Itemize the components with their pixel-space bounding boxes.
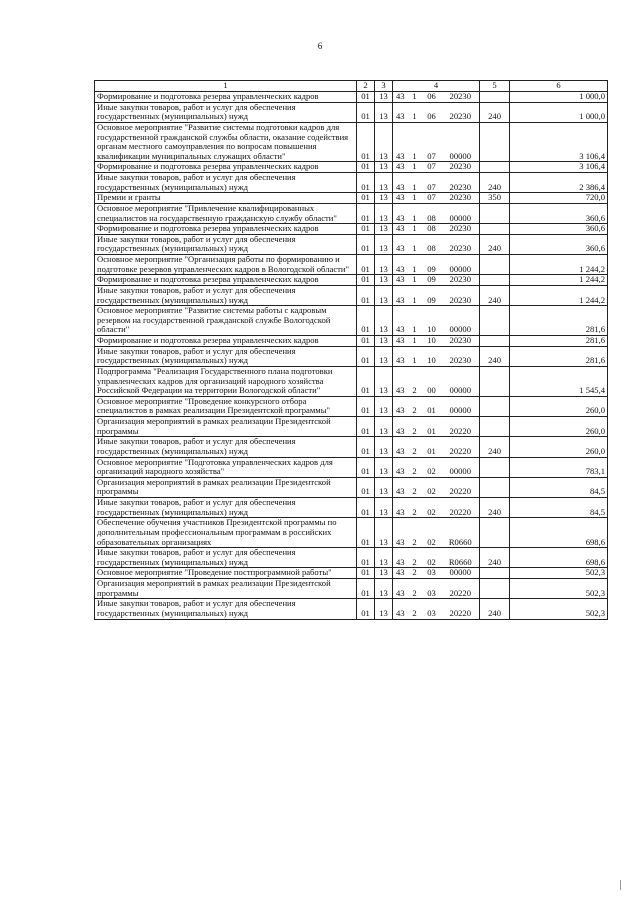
row-expense-type bbox=[480, 518, 510, 548]
table-row bbox=[95, 162, 608, 173]
row-amount: 1 000,0 bbox=[510, 92, 608, 103]
row-subprogram: 1 bbox=[408, 162, 422, 173]
table-row bbox=[95, 518, 608, 548]
row-event: 02 bbox=[422, 498, 442, 518]
table-body bbox=[95, 81, 608, 620]
row-section: 01 bbox=[357, 437, 375, 457]
table-row bbox=[95, 437, 608, 457]
table-row bbox=[95, 498, 608, 518]
header-row bbox=[95, 81, 608, 92]
row-subprogram: 2 bbox=[408, 366, 422, 396]
row-name: Основное мероприятие "Подготовка управленческих кадров для организаций народного хозяйства" bbox=[95, 457, 357, 477]
header-col-1: 1 bbox=[95, 81, 357, 92]
row-subprogram: 2 bbox=[408, 579, 422, 599]
row-direction: 20230 bbox=[442, 92, 480, 103]
row-event: 09 bbox=[422, 255, 442, 275]
row-name: Иные закупки товаров, работ и услуг для обеспечения государственных (муниципальных) нужд bbox=[95, 173, 357, 193]
row-name: Формирование и подготовка резерва управленческих кадров bbox=[95, 336, 357, 347]
row-subsection: 13 bbox=[375, 193, 393, 204]
row-name: Основное мероприятие "Развитие системы работы с кадровым резервом на государственной гражданской службе Вологодской области" bbox=[95, 306, 357, 336]
row-amount: 1 000,0 bbox=[510, 102, 608, 122]
row-expense-type bbox=[480, 568, 510, 579]
row-subsection: 13 bbox=[375, 346, 393, 366]
table-row bbox=[95, 457, 608, 477]
row-amount: 1 244,2 bbox=[510, 275, 608, 286]
row-amount: 360,6 bbox=[510, 203, 608, 223]
row-subsection: 13 bbox=[375, 92, 393, 103]
row-subsection: 13 bbox=[375, 234, 393, 254]
row-name: Премии и гранты bbox=[95, 193, 357, 204]
row-section: 01 bbox=[357, 548, 375, 568]
row-section: 01 bbox=[357, 224, 375, 235]
row-subprogram: 2 bbox=[408, 498, 422, 518]
row-subsection: 13 bbox=[375, 518, 393, 548]
row-event: 07 bbox=[422, 122, 442, 162]
row-section: 01 bbox=[357, 285, 375, 305]
row-name: Основное мероприятие "Организация работы по формированию и подготовке резервов управленческих кадров в Вологодской области" bbox=[95, 255, 357, 275]
row-program: 43 bbox=[393, 346, 408, 366]
row-name: Иные закупки товаров, работ и услуг для обеспечения государственных (муниципальных) нужд bbox=[95, 498, 357, 518]
row-name: Иные закупки товаров, работ и услуг для обеспечения государственных (муниципальных) нужд bbox=[95, 548, 357, 568]
row-name: Формирование и подготовка резерва управленческих кадров bbox=[95, 162, 357, 173]
row-expense-type: 240 bbox=[480, 548, 510, 568]
row-amount: 360,6 bbox=[510, 224, 608, 235]
row-amount: 502,3 bbox=[510, 579, 608, 599]
row-subprogram: 1 bbox=[408, 306, 422, 336]
row-direction: 20230 bbox=[442, 162, 480, 173]
row-subprogram: 1 bbox=[408, 102, 422, 122]
row-amount: 84,5 bbox=[510, 477, 608, 497]
row-name: Иные закупки товаров, работ и услуг для обеспечения государственных (муниципальных) нужд bbox=[95, 102, 357, 122]
header-col-5: 5 bbox=[480, 81, 510, 92]
row-event: 01 bbox=[422, 396, 442, 416]
row-subsection: 13 bbox=[375, 224, 393, 235]
row-subsection: 13 bbox=[375, 579, 393, 599]
row-direction: 20230 bbox=[442, 193, 480, 204]
row-event: 09 bbox=[422, 285, 442, 305]
row-program: 43 bbox=[393, 518, 408, 548]
row-subprogram: 1 bbox=[408, 122, 422, 162]
row-program: 43 bbox=[393, 102, 408, 122]
row-direction: 20220 bbox=[442, 579, 480, 599]
row-amount: 84,5 bbox=[510, 498, 608, 518]
row-section: 01 bbox=[357, 122, 375, 162]
row-expense-type bbox=[480, 92, 510, 103]
table-row bbox=[95, 579, 608, 599]
row-amount: 281,6 bbox=[510, 306, 608, 336]
row-event: 08 bbox=[422, 224, 442, 235]
row-section: 01 bbox=[357, 518, 375, 548]
row-expense-type bbox=[480, 336, 510, 347]
row-expense-type: 240 bbox=[480, 173, 510, 193]
table-row bbox=[95, 92, 608, 103]
row-event: 10 bbox=[422, 306, 442, 336]
row-expense-type bbox=[480, 162, 510, 173]
row-expense-type bbox=[480, 306, 510, 336]
row-section: 01 bbox=[357, 162, 375, 173]
row-expense-type: 240 bbox=[480, 102, 510, 122]
row-section: 01 bbox=[357, 275, 375, 286]
table-row bbox=[95, 122, 608, 162]
row-name: Иные закупки товаров, работ и услуг для обеспечения государственных (муниципальных) нужд bbox=[95, 437, 357, 457]
row-section: 01 bbox=[357, 255, 375, 275]
row-section: 01 bbox=[357, 336, 375, 347]
row-expense-type: 240 bbox=[480, 599, 510, 619]
header-col-3: 3 bbox=[375, 81, 393, 92]
row-name: Основное мероприятие "Проведение конкурсного отбора специалистов в рамках реализации Президентской программы" bbox=[95, 396, 357, 416]
row-expense-type bbox=[480, 255, 510, 275]
row-direction: 00000 bbox=[442, 457, 480, 477]
row-expense-type: 240 bbox=[480, 498, 510, 518]
row-direction: 20220 bbox=[442, 417, 480, 437]
row-direction: 00000 bbox=[442, 306, 480, 336]
row-amount: 260,0 bbox=[510, 437, 608, 457]
row-program: 43 bbox=[393, 457, 408, 477]
row-program: 43 bbox=[393, 122, 408, 162]
table-row bbox=[95, 599, 608, 619]
budget-table bbox=[94, 80, 608, 620]
row-amount: 720,0 bbox=[510, 193, 608, 204]
row-expense-type bbox=[480, 417, 510, 437]
row-name: Иные закупки товаров, работ и услуг для обеспечения государственных (муниципальных) нужд bbox=[95, 234, 357, 254]
row-event: 07 bbox=[422, 162, 442, 173]
row-subsection: 13 bbox=[375, 599, 393, 619]
row-program: 43 bbox=[393, 366, 408, 396]
table-row bbox=[95, 255, 608, 275]
row-direction: 20220 bbox=[442, 599, 480, 619]
table-row bbox=[95, 548, 608, 568]
table-row bbox=[95, 346, 608, 366]
row-direction: 00000 bbox=[442, 203, 480, 223]
row-expense-type bbox=[480, 457, 510, 477]
row-name: Основное мероприятие "Проведение постпрограммной работы" bbox=[95, 568, 357, 579]
row-subprogram: 1 bbox=[408, 173, 422, 193]
row-direction: 20230 bbox=[442, 346, 480, 366]
row-section: 01 bbox=[357, 346, 375, 366]
row-subsection: 13 bbox=[375, 548, 393, 568]
row-expense-type bbox=[480, 122, 510, 162]
row-expense-type: 350 bbox=[480, 193, 510, 204]
row-program: 43 bbox=[393, 477, 408, 497]
row-program: 43 bbox=[393, 498, 408, 518]
row-program: 43 bbox=[393, 336, 408, 347]
row-program: 43 bbox=[393, 193, 408, 204]
row-subsection: 13 bbox=[375, 255, 393, 275]
row-subsection: 13 bbox=[375, 306, 393, 336]
row-expense-type bbox=[480, 366, 510, 396]
row-amount: 260,0 bbox=[510, 417, 608, 437]
row-direction: 00000 bbox=[442, 366, 480, 396]
row-expense-type: 240 bbox=[480, 437, 510, 457]
row-subprogram: 1 bbox=[408, 234, 422, 254]
page-number: 6 bbox=[317, 41, 323, 51]
row-section: 01 bbox=[357, 234, 375, 254]
row-subprogram: 1 bbox=[408, 203, 422, 223]
row-subprogram: 1 bbox=[408, 275, 422, 286]
row-name: Основное мероприятие "Развитие системы подготовки кадров для государственной гражданской службы области, оказание содействия органам местного самоуправления по вопросам повышения квалификации муниципальных служащих области" bbox=[95, 122, 357, 162]
table-row bbox=[95, 173, 608, 193]
row-direction: 00000 bbox=[442, 122, 480, 162]
row-amount: 360,6 bbox=[510, 234, 608, 254]
row-program: 43 bbox=[393, 417, 408, 437]
row-direction: R0660 bbox=[442, 518, 480, 548]
row-event: 03 bbox=[422, 579, 442, 599]
row-amount: 260,0 bbox=[510, 396, 608, 416]
row-direction: 20220 bbox=[442, 437, 480, 457]
row-subsection: 13 bbox=[375, 396, 393, 416]
table-row bbox=[95, 336, 608, 347]
row-subsection: 13 bbox=[375, 437, 393, 457]
row-direction: R0660 bbox=[442, 548, 480, 568]
row-program: 43 bbox=[393, 285, 408, 305]
table-row bbox=[95, 306, 608, 336]
row-name: Иные закупки товаров, работ и услуг для обеспечения государственных (муниципальных) нужд bbox=[95, 346, 357, 366]
row-section: 01 bbox=[357, 366, 375, 396]
row-amount: 281,6 bbox=[510, 336, 608, 347]
row-event: 10 bbox=[422, 336, 442, 347]
row-expense-type bbox=[480, 275, 510, 286]
row-amount: 698,6 bbox=[510, 548, 608, 568]
row-direction: 20230 bbox=[442, 285, 480, 305]
row-subsection: 13 bbox=[375, 336, 393, 347]
row-subprogram: 1 bbox=[408, 255, 422, 275]
row-direction: 00000 bbox=[442, 396, 480, 416]
row-amount: 698,6 bbox=[510, 518, 608, 548]
header-col-2: 2 bbox=[357, 81, 375, 92]
row-amount: 3 106,4 bbox=[510, 162, 608, 173]
row-event: 02 bbox=[422, 548, 442, 568]
row-direction: 20230 bbox=[442, 336, 480, 347]
row-subsection: 13 bbox=[375, 568, 393, 579]
row-direction: 20230 bbox=[442, 234, 480, 254]
row-direction: 20230 bbox=[442, 275, 480, 286]
row-section: 01 bbox=[357, 396, 375, 416]
row-name: Подпрограмма "Реализация Государственного плана подготовки управленческих кадров для организаций народного хозяйства Российской Федерации на территории Вологодской области" bbox=[95, 366, 357, 396]
row-section: 01 bbox=[357, 417, 375, 437]
header-col-6: 6 bbox=[510, 81, 608, 92]
row-program: 43 bbox=[393, 579, 408, 599]
table-row bbox=[95, 234, 608, 254]
row-direction: 20220 bbox=[442, 477, 480, 497]
row-event: 02 bbox=[422, 518, 442, 548]
row-amount: 783,1 bbox=[510, 457, 608, 477]
row-direction: 20220 bbox=[442, 498, 480, 518]
row-expense-type bbox=[480, 203, 510, 223]
row-name: Организация мероприятий в рамках реализации Президентской программы bbox=[95, 417, 357, 437]
row-event: 07 bbox=[422, 173, 442, 193]
row-subprogram: 1 bbox=[408, 336, 422, 347]
row-amount: 2 386,4 bbox=[510, 173, 608, 193]
row-program: 43 bbox=[393, 437, 408, 457]
row-amount: 1 244,2 bbox=[510, 255, 608, 275]
row-subsection: 13 bbox=[375, 285, 393, 305]
row-subprogram: 1 bbox=[408, 285, 422, 305]
row-program: 43 bbox=[393, 234, 408, 254]
row-event: 07 bbox=[422, 193, 442, 204]
row-section: 01 bbox=[357, 457, 375, 477]
row-direction: 20230 bbox=[442, 173, 480, 193]
row-expense-type: 240 bbox=[480, 346, 510, 366]
row-subprogram: 2 bbox=[408, 518, 422, 548]
row-event: 02 bbox=[422, 457, 442, 477]
row-program: 43 bbox=[393, 396, 408, 416]
table-row bbox=[95, 193, 608, 204]
table-row bbox=[95, 285, 608, 305]
row-subsection: 13 bbox=[375, 162, 393, 173]
row-subprogram: 2 bbox=[408, 457, 422, 477]
row-section: 01 bbox=[357, 579, 375, 599]
table-row bbox=[95, 568, 608, 579]
row-event: 01 bbox=[422, 417, 442, 437]
row-subprogram: 1 bbox=[408, 92, 422, 103]
row-event: 09 bbox=[422, 275, 442, 286]
row-name: Формирование и подготовка резерва управленческих кадров bbox=[95, 224, 357, 235]
row-subsection: 13 bbox=[375, 366, 393, 396]
table-row bbox=[95, 203, 608, 223]
row-event: 01 bbox=[422, 437, 442, 457]
row-expense-type bbox=[480, 579, 510, 599]
table-row bbox=[95, 366, 608, 396]
row-direction: 20230 bbox=[442, 102, 480, 122]
header-col-4: 4 bbox=[393, 81, 480, 92]
row-amount: 502,3 bbox=[510, 568, 608, 579]
row-name: Формирование и подготовка резерва управленческих кадров bbox=[95, 92, 357, 103]
table-row bbox=[95, 102, 608, 122]
row-expense-type bbox=[480, 477, 510, 497]
row-program: 43 bbox=[393, 275, 408, 286]
row-section: 01 bbox=[357, 498, 375, 518]
row-program: 43 bbox=[393, 92, 408, 103]
row-section: 01 bbox=[357, 599, 375, 619]
row-name: Иные закупки товаров, работ и услуг для обеспечения государственных (муниципальных) нужд bbox=[95, 285, 357, 305]
row-event: 03 bbox=[422, 599, 442, 619]
row-subprogram: 2 bbox=[408, 417, 422, 437]
row-section: 01 bbox=[357, 477, 375, 497]
row-name: Организация мероприятий в рамках реализации Президентской программы bbox=[95, 579, 357, 599]
row-program: 43 bbox=[393, 173, 408, 193]
table-row bbox=[95, 417, 608, 437]
row-expense-type bbox=[480, 396, 510, 416]
row-subprogram: 2 bbox=[408, 437, 422, 457]
row-event: 03 bbox=[422, 568, 442, 579]
row-subprogram: 1 bbox=[408, 224, 422, 235]
row-program: 43 bbox=[393, 224, 408, 235]
row-subsection: 13 bbox=[375, 102, 393, 122]
row-event: 08 bbox=[422, 234, 442, 254]
row-section: 01 bbox=[357, 306, 375, 336]
row-section: 01 bbox=[357, 102, 375, 122]
row-name: Организация мероприятий в рамках реализации Президентской программы bbox=[95, 477, 357, 497]
row-expense-type: 240 bbox=[480, 234, 510, 254]
row-amount: 502,3 bbox=[510, 599, 608, 619]
row-subsection: 13 bbox=[375, 203, 393, 223]
table-row bbox=[95, 224, 608, 235]
row-amount: 281,6 bbox=[510, 346, 608, 366]
table-row bbox=[95, 396, 608, 416]
row-program: 43 bbox=[393, 599, 408, 619]
row-subprogram: 2 bbox=[408, 477, 422, 497]
table-row bbox=[95, 477, 608, 497]
row-amount: 1 545,4 bbox=[510, 366, 608, 396]
row-amount: 3 106,4 bbox=[510, 122, 608, 162]
row-subprogram: 1 bbox=[408, 346, 422, 366]
row-subsection: 13 bbox=[375, 417, 393, 437]
row-subsection: 13 bbox=[375, 498, 393, 518]
row-program: 43 bbox=[393, 255, 408, 275]
row-subsection: 13 bbox=[375, 173, 393, 193]
row-subprogram: 2 bbox=[408, 568, 422, 579]
row-subprogram: 2 bbox=[408, 599, 422, 619]
row-section: 01 bbox=[357, 92, 375, 103]
row-expense-type: 240 bbox=[480, 285, 510, 305]
row-name: Формирование и подготовка резерва управленческих кадров bbox=[95, 275, 357, 286]
row-event: 10 bbox=[422, 346, 442, 366]
row-program: 43 bbox=[393, 162, 408, 173]
row-subsection: 13 bbox=[375, 477, 393, 497]
row-program: 43 bbox=[393, 306, 408, 336]
row-section: 01 bbox=[357, 203, 375, 223]
scan-edge-mark bbox=[620, 880, 623, 890]
row-event: 02 bbox=[422, 477, 442, 497]
row-name: Обеспечение обучения участников Президентской программы по дополнительным профессиональным программам в российских образовательных организациях bbox=[95, 518, 357, 548]
row-direction: 20230 bbox=[442, 224, 480, 235]
row-expense-type bbox=[480, 224, 510, 235]
row-program: 43 bbox=[393, 548, 408, 568]
row-program: 43 bbox=[393, 568, 408, 579]
row-subprogram: 2 bbox=[408, 396, 422, 416]
row-event: 06 bbox=[422, 102, 442, 122]
row-section: 01 bbox=[357, 173, 375, 193]
row-direction: 00000 bbox=[442, 568, 480, 579]
table-row bbox=[95, 275, 608, 286]
row-subprogram: 2 bbox=[408, 548, 422, 568]
row-subsection: 13 bbox=[375, 122, 393, 162]
row-program: 43 bbox=[393, 203, 408, 223]
row-subsection: 13 bbox=[375, 275, 393, 286]
row-amount: 1 244,2 bbox=[510, 285, 608, 305]
row-section: 01 bbox=[357, 568, 375, 579]
row-event: 00 bbox=[422, 366, 442, 396]
row-direction: 00000 bbox=[442, 255, 480, 275]
row-name: Иные закупки товаров, работ и услуг для обеспечения государственных (муниципальных) нужд bbox=[95, 599, 357, 619]
row-event: 06 bbox=[422, 92, 442, 103]
row-subsection: 13 bbox=[375, 457, 393, 477]
row-event: 08 bbox=[422, 203, 442, 223]
row-subprogram: 1 bbox=[408, 193, 422, 204]
row-name: Основное мероприятие "Привлечение квалифицированных специалистов на государственную гражданскую службу области" bbox=[95, 203, 357, 223]
row-section: 01 bbox=[357, 193, 375, 204]
